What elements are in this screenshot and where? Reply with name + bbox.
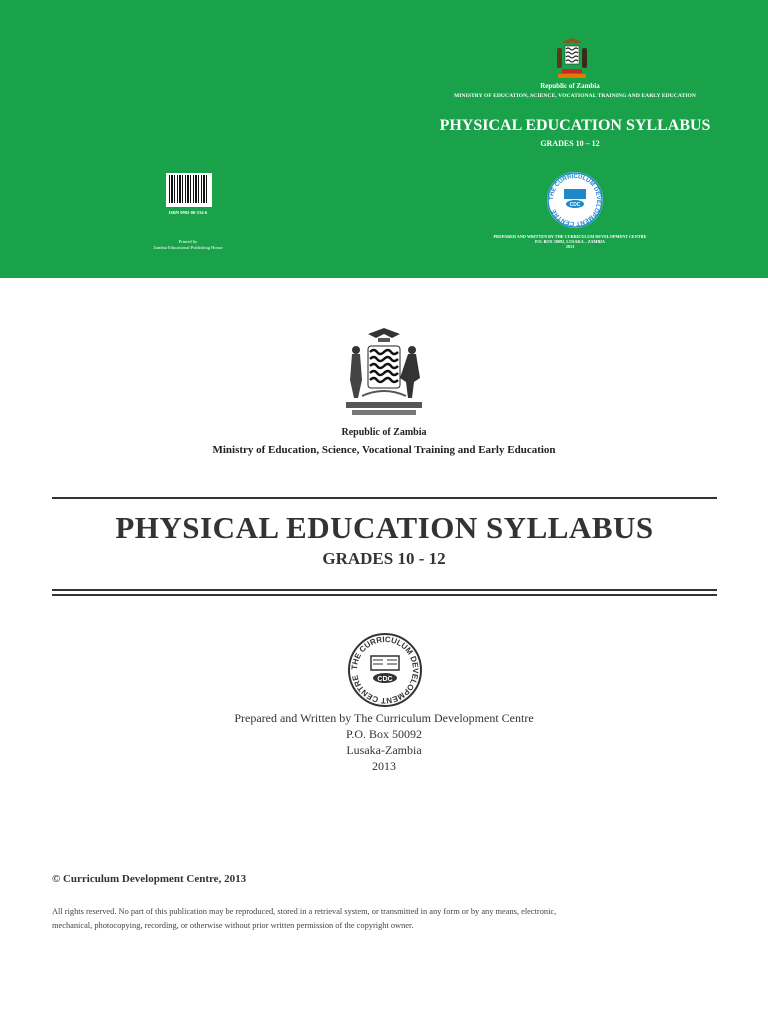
- cover-republic-label: Republic of Zambia: [540, 82, 600, 90]
- coat-of-arms-emblem: [552, 36, 592, 82]
- page-prepared-line1: Prepared and Written by The Curriculum Development Centre: [234, 711, 534, 725]
- printed-by-label: [128, 239, 248, 251]
- rights-line1: All rights reserved. No part of this publication may be reproduced, stored in a retrieval system, or transmitted in any form or by any means, electronic,: [52, 907, 557, 916]
- svg-text:THE CURRICULUM DEVELOPMENT CEN: THE CURRICULUM DEVELOPMENT CENTRE: [349, 634, 421, 706]
- cover-grades: GRADES 10 – 12: [540, 139, 600, 148]
- rights-line2: mechanical, photocopying, recording, or otherwise without prior written permission of the copyright owner.: [52, 921, 414, 930]
- page-prepared-line3: Lusaka-Zambia: [346, 743, 422, 757]
- cover-prepared-by: [440, 234, 700, 249]
- coat-of-arms-large: [338, 326, 430, 424]
- printed-by-line2: Zambia Educational Publishing House: [153, 245, 223, 250]
- cdc-logo-cover: [544, 171, 606, 229]
- cover-ministry-label: MINISTRY OF EDUCATION, SCIENCE, VOCATIONAL TRAINING AND EARLY EDUCATION: [453, 93, 696, 99]
- page-prepared-line4: 2013: [372, 759, 396, 773]
- cover-prepared-line1: PREPARED AND WRITTEN BY THE CURRICULUM DEVELOPMENT CENTRE: [493, 234, 647, 239]
- svg-text:CDC: CDC: [569, 202, 581, 208]
- isbn-label: ISBN 9982-00-534-6: [168, 210, 208, 215]
- top-rule: [52, 497, 717, 499]
- cover-title: PHYSICAL EDUCATION SYLLABUS: [439, 117, 711, 134]
- svg-text:CDC: CDC: [377, 676, 393, 683]
- bottom-rule-1: [52, 589, 717, 591]
- page-ministry-label: Ministry of Education, Science, Vocational Training and Early Education: [212, 444, 556, 456]
- cover-prepared-line2: P.O. BOX 50092, LUSAKA – ZAMBIA: [535, 239, 605, 244]
- svg-text:THE CURRICULUM DEVELOPMENT CEN: THE CURRICULUM DEVELOPMENT CENTRE: [548, 173, 602, 227]
- cdc-logo-page: [343, 632, 427, 708]
- barcode: [166, 173, 212, 207]
- back-cover-panel: [0, 0, 768, 278]
- page-prepared-by: [150, 710, 618, 774]
- cover-prepared-line3: 2013: [565, 244, 575, 249]
- page-title: PHYSICAL EDUCATION SYLLABUS: [115, 510, 654, 545]
- bottom-rule-2: [52, 594, 717, 596]
- page-republic-label: Republic of Zambia: [341, 427, 427, 438]
- printed-by-line1: Printed by: [178, 239, 198, 244]
- copyright-notice: © Curriculum Development Centre, 2013: [52, 873, 247, 885]
- page-prepared-line2: P.O. Box 50092: [345, 727, 422, 741]
- page-grades: GRADES 10 - 12: [322, 549, 446, 568]
- rights-reserved-text: [52, 905, 720, 933]
